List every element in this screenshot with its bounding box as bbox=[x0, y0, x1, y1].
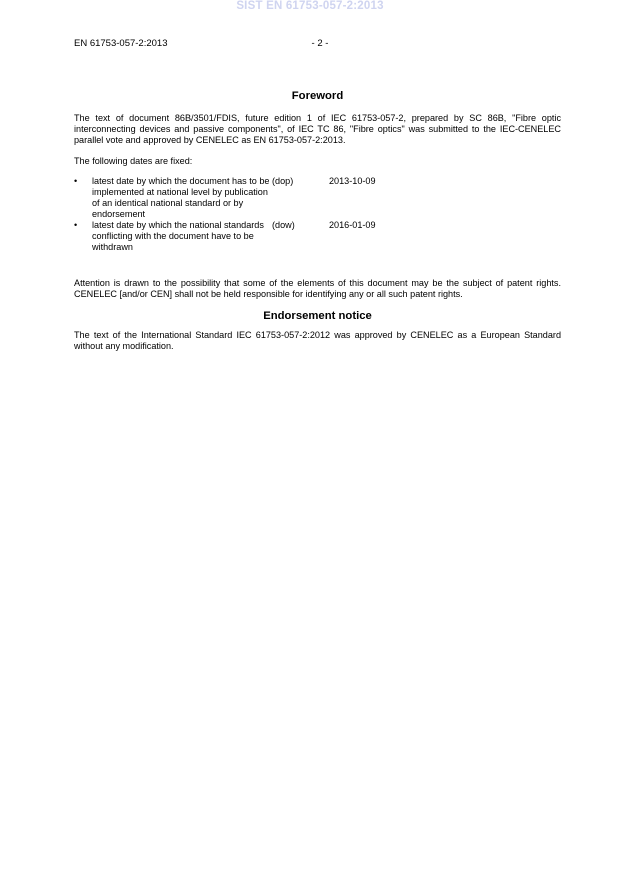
document-body bbox=[74, 89, 561, 352]
bullet-icon: • bbox=[74, 220, 78, 230]
foreword-paragraph-2: The following dates are fixed: bbox=[74, 156, 193, 166]
foreword-paragraph-3: Attention is drawn to the possibility that some of the elements of this document may be the subject of patent rights. CENELEC [and/or CEN] shall not be held responsible for identifying any or all such patent rights. bbox=[74, 278, 561, 299]
date-value: 2016-01-09 bbox=[329, 220, 376, 230]
header-page-number: - 2 - bbox=[311, 38, 329, 49]
foreword-title: Foreword bbox=[291, 90, 344, 102]
endorsement-title: Endorsement notice bbox=[263, 310, 372, 322]
date-abbreviation: (dow) bbox=[272, 220, 295, 230]
date-description: latest date by which the document has to be implemented at national level by publication of an identical national standard or by endorsement bbox=[92, 176, 270, 219]
bullet-icon: • bbox=[74, 176, 78, 186]
date-row-dow bbox=[74, 220, 561, 253]
dates-list bbox=[74, 176, 561, 253]
date-description: latest date by which the national standards conflicting with the document have to be withdrawn bbox=[92, 220, 264, 252]
endorsement-paragraph: The text of the International Standard IEC 61753-057-2:2012 was approved by CENELEC as a European Standard without any modification. bbox=[74, 330, 561, 351]
watermark: SIST EN 61753-057-2:2013 bbox=[236, 0, 384, 12]
date-row-dop bbox=[74, 176, 561, 220]
foreword-paragraph-1: The text of document 86B/3501/FDIS, future edition 1 of IEC 61753-057-2, prepared by SC 86B, "Fibre optic interconnecting devices and passive components", of IEC TC 86, "Fibre optics" was submitted to the IEC-CENELEC parallel vote and approved by CENELEC as EN 61753-057-2:2013. bbox=[74, 113, 561, 145]
date-abbreviation: (dop) bbox=[272, 176, 294, 186]
header-doc-id: EN 61753-057-2:2013 bbox=[74, 38, 168, 49]
date-value: 2013-10-09 bbox=[329, 176, 376, 186]
